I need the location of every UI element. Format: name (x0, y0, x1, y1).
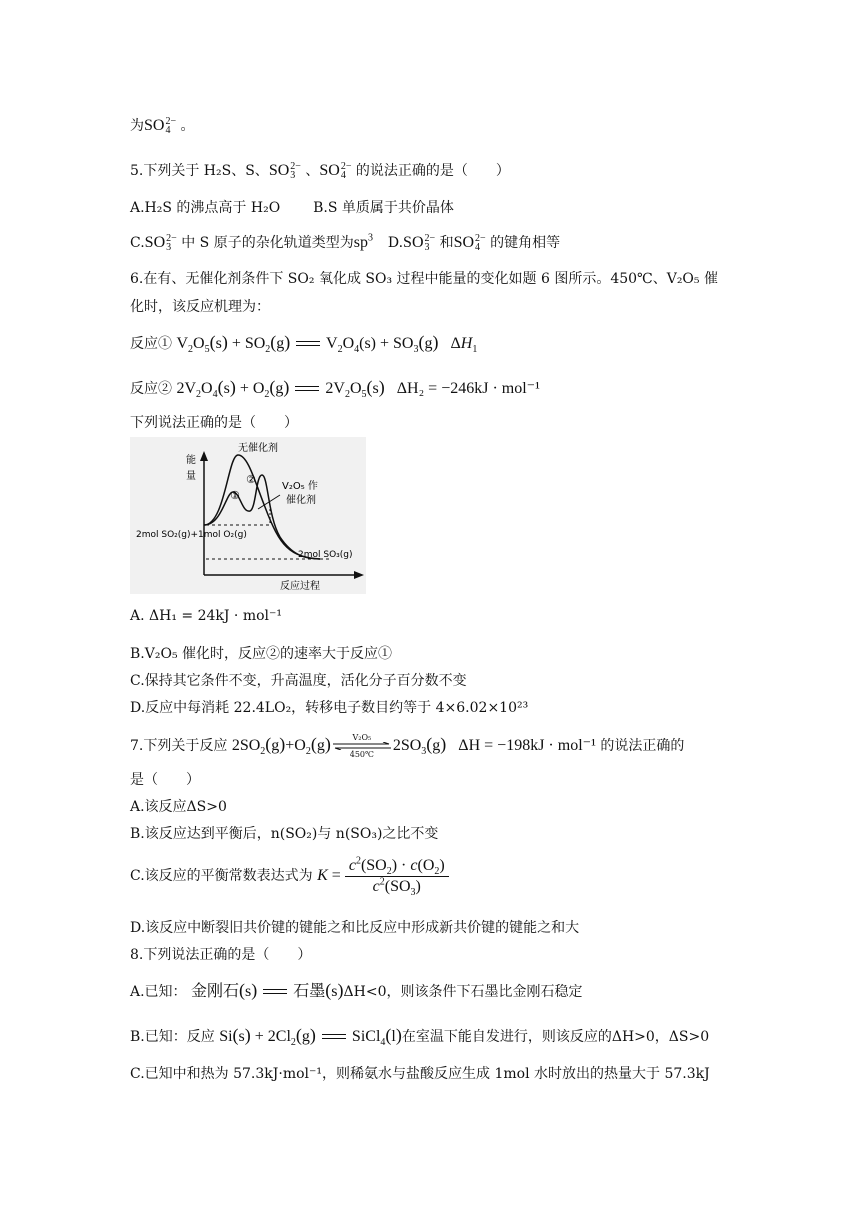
text: 、 (300, 163, 320, 179)
text: C. (130, 235, 145, 251)
option-6b: B.V₂O₅ 催化时，反应②的速率大于反应① (130, 646, 393, 662)
y-axis-arrow (200, 451, 208, 461)
text: ΔH₂ = −246kJ · mol⁻¹ (396, 380, 540, 397)
question-8: 8.下列说法正确的是（ ） (130, 947, 312, 963)
text: 中 S 原子的杂化轨道类型为 (176, 235, 354, 251)
option-5a (130, 198, 454, 218)
text: A.H₂S 的沸点高于 H₂O (130, 200, 281, 216)
option-8c: C.已知中和热为 57.3kJ·mol⁻¹，则稀氨水与盐酸反应生成 1mol 水时放出的热量大于 57.3kJ (130, 1066, 710, 1082)
text: 5.下列关于 H₂S、S、 (130, 163, 269, 179)
option-5c: C.SO 2− 3 中 S 原子的杂化轨道类型为$sp^3$ D.SO 2− 3 和SO 2− 4 的键角相等 (130, 232, 561, 254)
arrow-top: V₂O₅ (352, 733, 372, 742)
text: 。 (176, 118, 195, 134)
text: 在室温下能自发进行，则该反应的ΔH>0，ΔS>0 (401, 1029, 710, 1045)
reaction-2: 反应② $2V_2O_4(s) + O_2(g)$ $2V_2O_5(s)$ ΔH₂ = −246kJ · mol⁻¹ (130, 377, 540, 401)
text: 的键角相等 (485, 235, 561, 251)
text: B.S 单质属于共价晶体 (313, 200, 454, 216)
option-7a: A.该反应ΔS>0 (130, 799, 227, 815)
question-6-ask: 下列说法正确的是（ ） (130, 415, 298, 431)
cat-label-2: 催化剂 (286, 495, 316, 506)
y-label-2: 量 (186, 471, 196, 482)
option-8b: B.已知：反应 $Si(s) + 2Cl_2(g)$ SiCl$_4$(l)在室温下能自发进行，则该反应的ΔH>0，ΔS>0 (130, 1025, 710, 1049)
option-6a: A. ΔH₁ = 24kJ · mol⁻¹ (130, 608, 283, 624)
text: 为 (130, 118, 144, 134)
option-6d: D.反应中每消耗 22.4LO₂，转移电子数目约等于 4×6.02×10²³ (130, 700, 529, 716)
y-label-1: 能 (186, 455, 196, 466)
question-7-line2: 是（ ） (130, 772, 200, 788)
text: 反应① (130, 336, 172, 352)
cat-label-1: V₂O₅ 作 (282, 481, 318, 492)
line-so4-end: 为SO 2− 4 。 (130, 116, 195, 137)
text: ΔH<0，则该条件下石墨比金刚石稳定 (343, 984, 583, 1000)
question-6-line2: 化时，该反应机理为： (130, 299, 270, 315)
question-7: 7.下列关于反应 $2SO_2(g)+O_2(g)$ V₂O₅ 450℃ $2SO_3(g)$ ΔH = −198kJ · mol⁻¹ 的说法正确的 (130, 733, 685, 759)
text: ΔH = −198kJ · mol⁻¹ (458, 737, 596, 754)
option-7d: D.该反应中断裂旧共价键的键能之和比反应中形成新共价键的键能之和大 (130, 920, 580, 936)
question-6-line1: 6.在有、无催化剂条件下 SO₂ 氧化成 SO₃ 过程中能量的变化如题 6 图所示。450℃、V₂O₅ 催 (130, 271, 718, 287)
text: B.已知：反应 (130, 1029, 215, 1045)
circle-1: ① (230, 489, 240, 502)
text: 的说法正确的是（ ） (351, 163, 510, 179)
equilibrium-arrow (331, 733, 393, 759)
text: 的说法正确的 (595, 738, 685, 754)
reactant-label: 2mol SO₂(g)+1mol O₂(g) (136, 530, 247, 540)
text: C.该反应的平衡常数表达式为 (130, 868, 313, 885)
option-8a: A.已知： 金刚石(s) 石墨(s)ΔH<0，则该条件下石墨比金刚石稳定 (130, 980, 583, 1000)
question-5: 5.下列关于 H₂S、S、SO 2− 3 、SO 2− 4 的说法正确的是（ ） (130, 161, 510, 182)
option-6c: C.保持其它条件不变，升高温度，活化分子百分数不变 (130, 673, 467, 689)
energy-diagram (130, 437, 366, 594)
uncat-label: 无催化剂 (238, 443, 278, 454)
reaction-1: 反应① $V_2O_5(s) + SO_2(g) V_2O_4(s) + SO_3(g)$ $\Delta H_1$ (130, 332, 478, 356)
option-7c: C.该反应的平衡常数表达式为 K = $\frac{c^2(SO_2) \cdot c(O_2)}{c^2(SO_3)}$ (130, 856, 449, 897)
text: 7.下列关于反应 (130, 738, 228, 754)
x-axis-arrow (354, 571, 364, 579)
x-label: 反应过程 (280, 581, 320, 592)
circle-2: ② (246, 473, 256, 486)
product-label: 2mol SO₃(g) (298, 550, 353, 560)
arrow-bottom: 450℃ (349, 750, 374, 759)
text: A.已知： (130, 984, 187, 1000)
text: 反应② (130, 381, 172, 397)
energy-diagram-svg (130, 437, 366, 594)
text: D. (387, 235, 404, 251)
option-7b: B.该反应达到平衡后，n(SO₂)与 n(SO₃)之比不变 (130, 826, 439, 842)
text: 和 (435, 235, 454, 251)
